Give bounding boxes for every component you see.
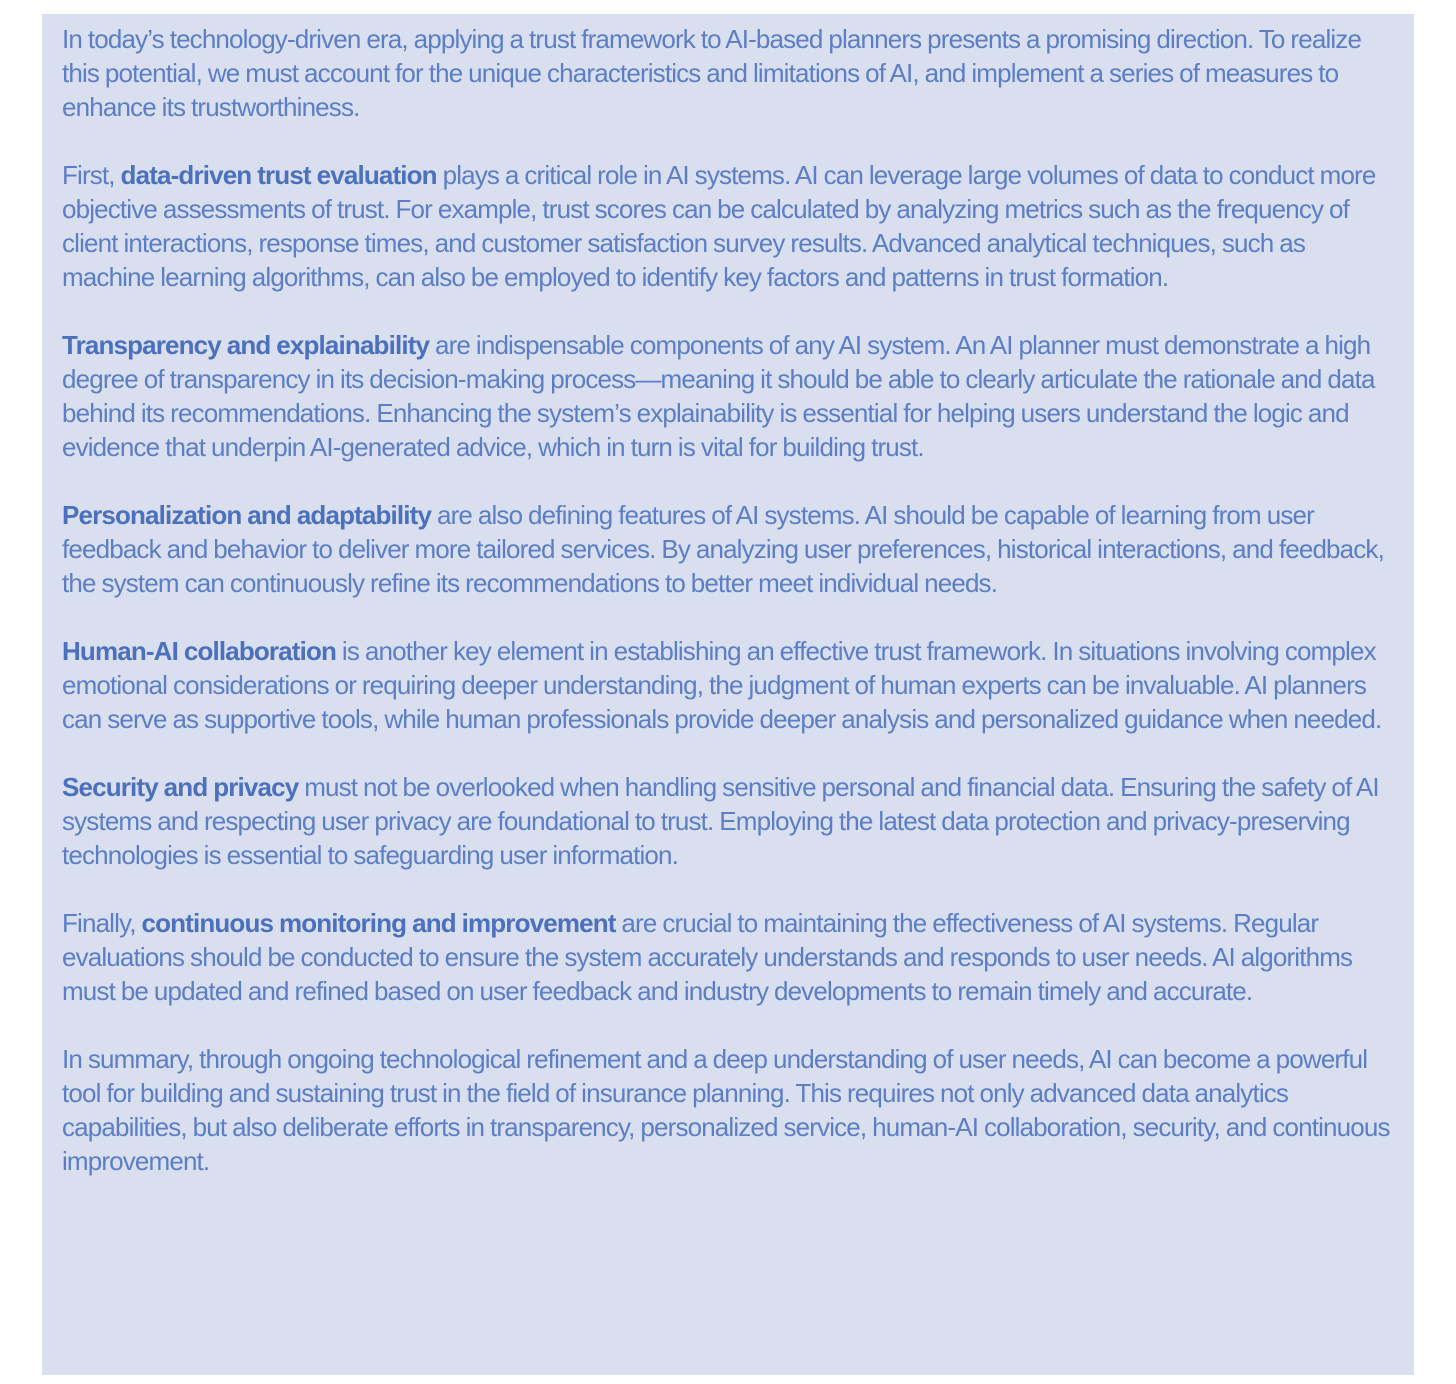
text-run: In summary, through ongoing technological refinement and a deep understanding of user needs, AI can become a powerful tool for building and sustaining trust in the field of insurance planning. This requires not only advanced data analytics capabilities, but also deliberate efforts in transparency, personalized service, human-AI collaboration, security, and continuous improvement. xyxy=(62,1044,1390,1176)
text-run: are also defining features of AI systems. AI should be capable of learning from user feedback and behavior to deliver more tailored services. By analyzing user preferences, historical interactions, and feedback, the system can continuously refine its recommendations to better meet individual needs. xyxy=(62,500,1384,598)
text-run: Finally, xyxy=(62,908,142,938)
key-term: Personalization and adaptability xyxy=(62,500,432,530)
paragraph xyxy=(62,906,1394,1008)
paragraph xyxy=(62,634,1394,736)
text-run: are crucial to maintaining the effectiveness of AI systems. Regular evaluations should be conducted to ensure the system accurately understands and responds to user needs. AI algorithms must be updated and refined based on user feedback and industry developments to remain timely and accurate. xyxy=(62,908,1353,1006)
text-run: is another key element in establishing an effective trust framework. In situations involving complex emotional considerations or requiring deeper understanding, the judgment of human experts can be invaluable. AI planners can serve as supportive tools, while human professionals provide deeper analysis and personalized guidance when needed. xyxy=(62,636,1382,734)
paragraph xyxy=(62,1042,1394,1178)
document-body xyxy=(62,22,1394,1178)
text-run: are indispensable components of any AI system. An AI planner must demonstrate a high degree of transparency in its decision-making process—meaning it should be able to clearly articulate the rationale and data behind its recommendations. Enhancing the system’s explainability is essential for helping users understand the logic and evidence that underpin AI-generated advice, which in turn is vital for building trust. xyxy=(62,330,1375,462)
paragraph xyxy=(62,158,1394,294)
paragraph xyxy=(62,328,1394,464)
text-run: plays a critical role in AI systems. AI can leverage large volumes of data to conduct more objective assessments of trust. For example, trust scores can be calculated by analyzing metrics such as the frequency of client interactions, response times, and customer satisfaction survey results. Advanced analytical techniques, such as machine learning algorithms, can also be employed to identify key factors and patterns in trust formation. xyxy=(62,160,1376,292)
key-term: data-driven trust evaluation xyxy=(120,160,437,190)
key-term: Security and privacy xyxy=(62,772,299,802)
text-run: must not be overlooked when handling sensitive personal and financial data. Ensuring the safety of AI systems and respecting user privacy are foundational to trust. Employing the latest data protection and privacy-preserving technologies is essential to safeguarding user information. xyxy=(62,772,1379,870)
key-term: Transparency and explainability xyxy=(62,330,430,360)
document-panel xyxy=(42,14,1414,1375)
key-term: continuous monitoring and improvement xyxy=(141,908,616,938)
paragraph xyxy=(62,770,1394,872)
paragraph xyxy=(62,22,1394,124)
key-term: Human-AI collaboration xyxy=(62,636,337,666)
text-run: First, xyxy=(62,160,121,190)
paragraph xyxy=(62,498,1394,600)
text-run: In today’s technology-driven era, applying a trust framework to AI-based planners presents a promising direction. To realize this potential, we must account for the unique characteristics and limitations of AI, and implement a series of measures to enhance its trustworthiness. xyxy=(62,24,1362,122)
